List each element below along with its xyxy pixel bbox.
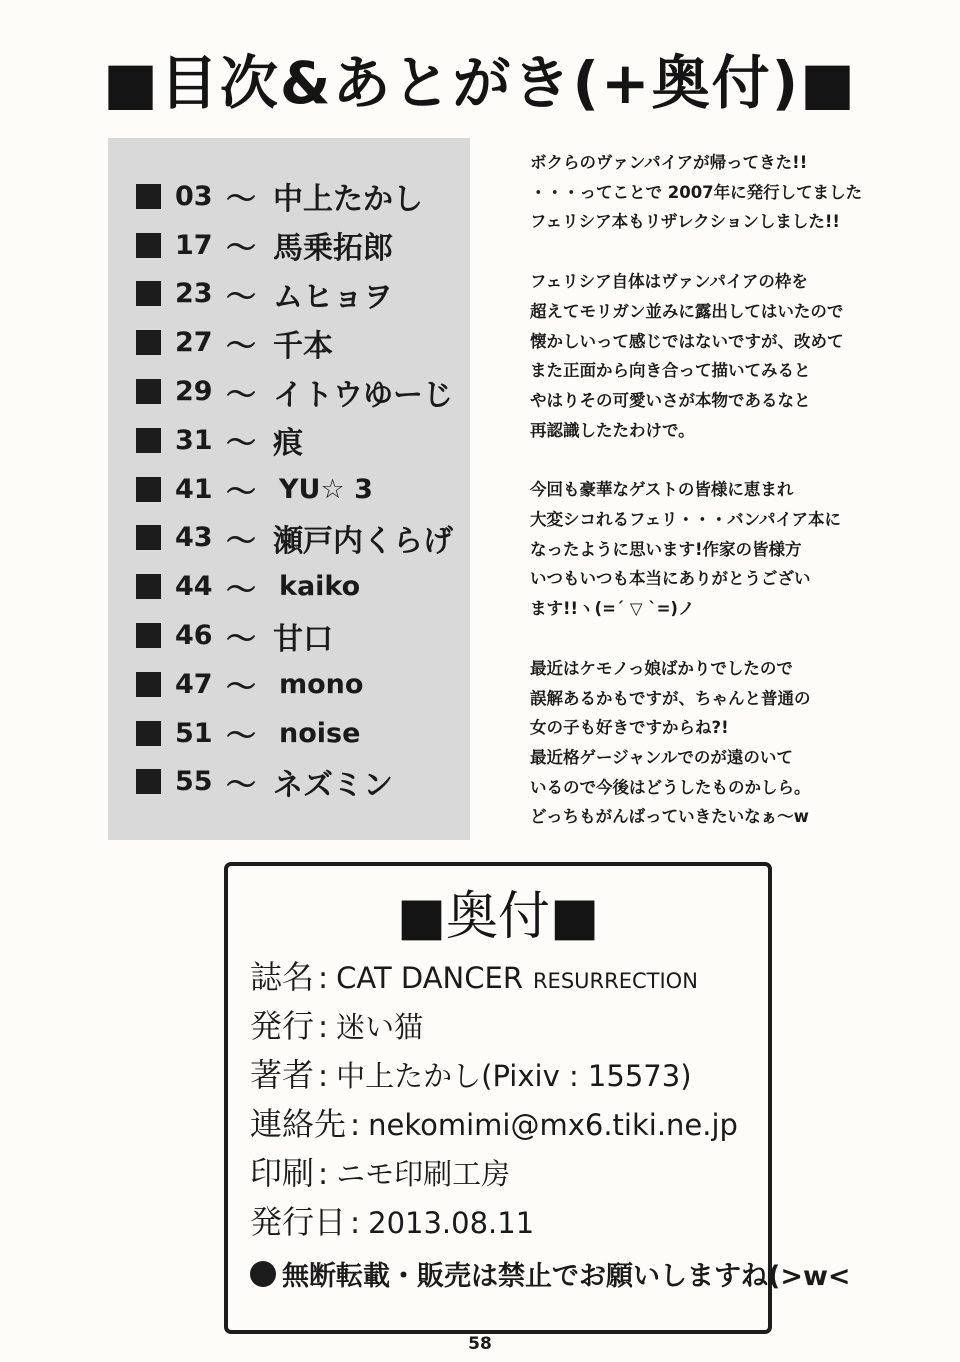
colophon-row (250, 1148, 738, 1197)
afterword-line: 懐かしいって感じではないですが、改めて (530, 331, 844, 351)
afterword-line: フェリシア本もリザレクションしました!! (530, 212, 840, 232)
table-of-contents (108, 138, 470, 840)
toc-tilde: ～ (226, 377, 256, 413)
toc-author-name: 甘口 (273, 621, 333, 657)
afterword-line: 女の子も好きですからね?! (530, 718, 729, 738)
toc-author-name: イトウゆーじ (273, 377, 453, 413)
toc-item (136, 172, 453, 221)
colophon-row (250, 1001, 738, 1050)
afterword-line: いるので今後はどうしたものかしら。 (530, 777, 811, 797)
afterword-paragraph (530, 267, 930, 445)
toc-tilde: ～ (226, 719, 256, 755)
afterword-line: 誤解あるかもですが、ちゃんと普通の (530, 688, 811, 708)
toc-page-number: 17 (175, 229, 213, 261)
toc-page-number: 55 (175, 766, 213, 798)
toc-tilde: ～ (226, 182, 256, 218)
toc-author-name: mono (279, 668, 364, 700)
toc-tilde: ～ (226, 572, 256, 608)
toc-page-number: 29 (175, 376, 213, 408)
afterword-line: やはりその可愛いさが本物であるなと (530, 390, 811, 410)
toc-page-number: 23 (175, 278, 213, 310)
toc-item (136, 367, 453, 416)
toc-tilde: ～ (226, 426, 256, 462)
square-bullet-icon (136, 769, 161, 794)
toc-page-number: 31 (175, 424, 213, 456)
toc-tilde: ～ (226, 621, 256, 657)
toc-author-name: 馬乗拓郎 (273, 231, 393, 267)
toc-author-name: ネズミン (273, 767, 393, 803)
toc-page-number: 43 (175, 522, 213, 554)
toc-author-name: ムヒョヲ (273, 279, 393, 315)
colophon-separator: : (318, 1157, 329, 1192)
colophon-rows (250, 952, 738, 1246)
toc-tilde: ～ (226, 328, 256, 364)
colophon-subtitle: RESURRECTION (532, 969, 698, 993)
afterword-text (530, 148, 930, 862)
afterword-line: ・・・ってことで 2007年に発行してました (530, 182, 863, 202)
toc-tilde: ～ (226, 767, 256, 803)
toc-item (136, 660, 453, 709)
afterword-line: また正面から向き合って描いてみると (530, 361, 811, 381)
colophon-separator: : (318, 961, 329, 996)
square-bullet-icon (136, 721, 161, 746)
afterword-paragraph (530, 148, 930, 237)
afterword-line: いつもいつも本当にありがとうござい (530, 569, 811, 589)
toc-item (136, 709, 453, 758)
colophon-separator: : (350, 1206, 361, 1241)
colophon-value: CAT DANCER (336, 961, 523, 995)
toc-page-number: 03 (175, 180, 213, 212)
colophon-row (250, 1099, 738, 1148)
afterword-line: ます!!ヽ(=´ ▽ `=)ノ (530, 599, 695, 619)
colophon-value: 中上たかし(Pixiv : 15573) (336, 1059, 692, 1093)
square-bullet-icon (136, 623, 161, 648)
toc-page-number: 41 (175, 473, 213, 505)
colophon-label: 発行 (250, 1007, 315, 1045)
afterword-line: なったように思います!作家の皆様方 (530, 539, 802, 559)
afterword-paragraph (530, 475, 930, 624)
toc-author-name: 中上たかし (273, 182, 423, 218)
toc-tilde: ～ (226, 231, 256, 267)
afterword-line: どっちもがんばっていきたいなぁ～w (530, 807, 809, 827)
afterword-line: 超えてモリガン並みに露出してはいたので (530, 301, 844, 321)
toc-author-name: 瀬戸内くらげ (273, 523, 453, 559)
square-bullet-icon (136, 330, 161, 355)
toc-page-number: 27 (175, 327, 213, 359)
colophon-value: 2013.08.11 (368, 1206, 535, 1240)
colophon-label: 誌名 (250, 958, 315, 996)
toc-author-name: noise (279, 717, 361, 749)
afterword-line: 今回も豪華なゲストの皆様に恵まれ (530, 480, 794, 500)
toc-tilde: ～ (226, 523, 256, 559)
toc-list (136, 172, 453, 806)
colophon-row (250, 1050, 738, 1099)
toc-item (136, 514, 453, 563)
colophon-label: 印刷 (250, 1154, 315, 1192)
toc-page-number: 44 (175, 571, 213, 603)
toc-item (136, 562, 453, 611)
afterword-line: 最近格ゲージャンルでのが遠のいて (530, 747, 793, 767)
colophon-value: nekomimi@mx6.tiki.ne.jp (368, 1108, 738, 1142)
colophon-row (250, 952, 738, 1001)
colophon-notice (250, 1254, 851, 1293)
square-bullet-icon (136, 525, 161, 550)
afterword-paragraph (530, 654, 930, 832)
toc-tilde: ～ (226, 670, 256, 706)
square-bullet-icon (136, 477, 161, 502)
toc-item (136, 221, 453, 270)
toc-tilde: ～ (226, 279, 256, 315)
colophon-separator: : (318, 1010, 329, 1045)
square-bullet-icon (136, 233, 161, 258)
toc-item (136, 611, 453, 660)
afterword-line: 再認識したたわけで。 (530, 420, 695, 440)
square-bullet-icon (136, 672, 161, 697)
square-bullet-icon (136, 574, 161, 599)
square-bullet-icon (136, 281, 161, 306)
toc-page-number: 47 (175, 668, 213, 700)
square-bullet-icon (136, 184, 161, 209)
colophon-value: 迷い猫 (336, 1010, 424, 1044)
page-number: 58 (468, 1334, 492, 1354)
colophon-box (224, 862, 851, 1334)
toc-item (136, 758, 453, 807)
toc-item (136, 465, 453, 514)
toc-item (136, 318, 453, 367)
toc-item (136, 270, 453, 319)
toc-page-number: 46 (175, 620, 213, 652)
afterword-line: ボクらのヴァンパイアが帰ってきた!! (530, 153, 808, 172)
notice-text: 無断転載・販売は禁止でお願いしますね(>w< (282, 1261, 851, 1292)
toc-page-number: 51 (175, 717, 213, 749)
colophon-value: ニモ印刷工房 (336, 1157, 511, 1191)
toc-author-name: 千本 (273, 328, 333, 364)
colophon-label: 発行日 (250, 1203, 347, 1241)
toc-author-name: YU☆ 3 (279, 473, 373, 505)
colophon-heading: ■奥付■ (396, 887, 600, 947)
afterword-line: 大変シコれるフェリ・・・バンパイア本に (530, 510, 842, 530)
afterword-line: 最近はケモノっ娘ばかりでしたので (530, 658, 793, 678)
toc-author-name: kaiko (279, 571, 361, 603)
toc-item (136, 416, 453, 465)
colophon-label: 著者 (250, 1056, 315, 1094)
toc-author-name: 痕 (273, 426, 303, 462)
page-title: ■目次&あとがき(+奥付)■ (103, 49, 857, 117)
bullet-dot-icon (250, 1261, 276, 1287)
toc-tilde: ～ (226, 475, 256, 511)
colophon-row (250, 1197, 738, 1246)
colophon-label: 連絡先 (250, 1105, 347, 1143)
square-bullet-icon (136, 379, 161, 404)
colophon-separator: : (318, 1059, 329, 1094)
colophon-separator: : (350, 1108, 361, 1143)
square-bullet-icon (136, 428, 161, 453)
afterword-line: フェリシア自体はヴァンパイアの枠を (530, 272, 808, 292)
